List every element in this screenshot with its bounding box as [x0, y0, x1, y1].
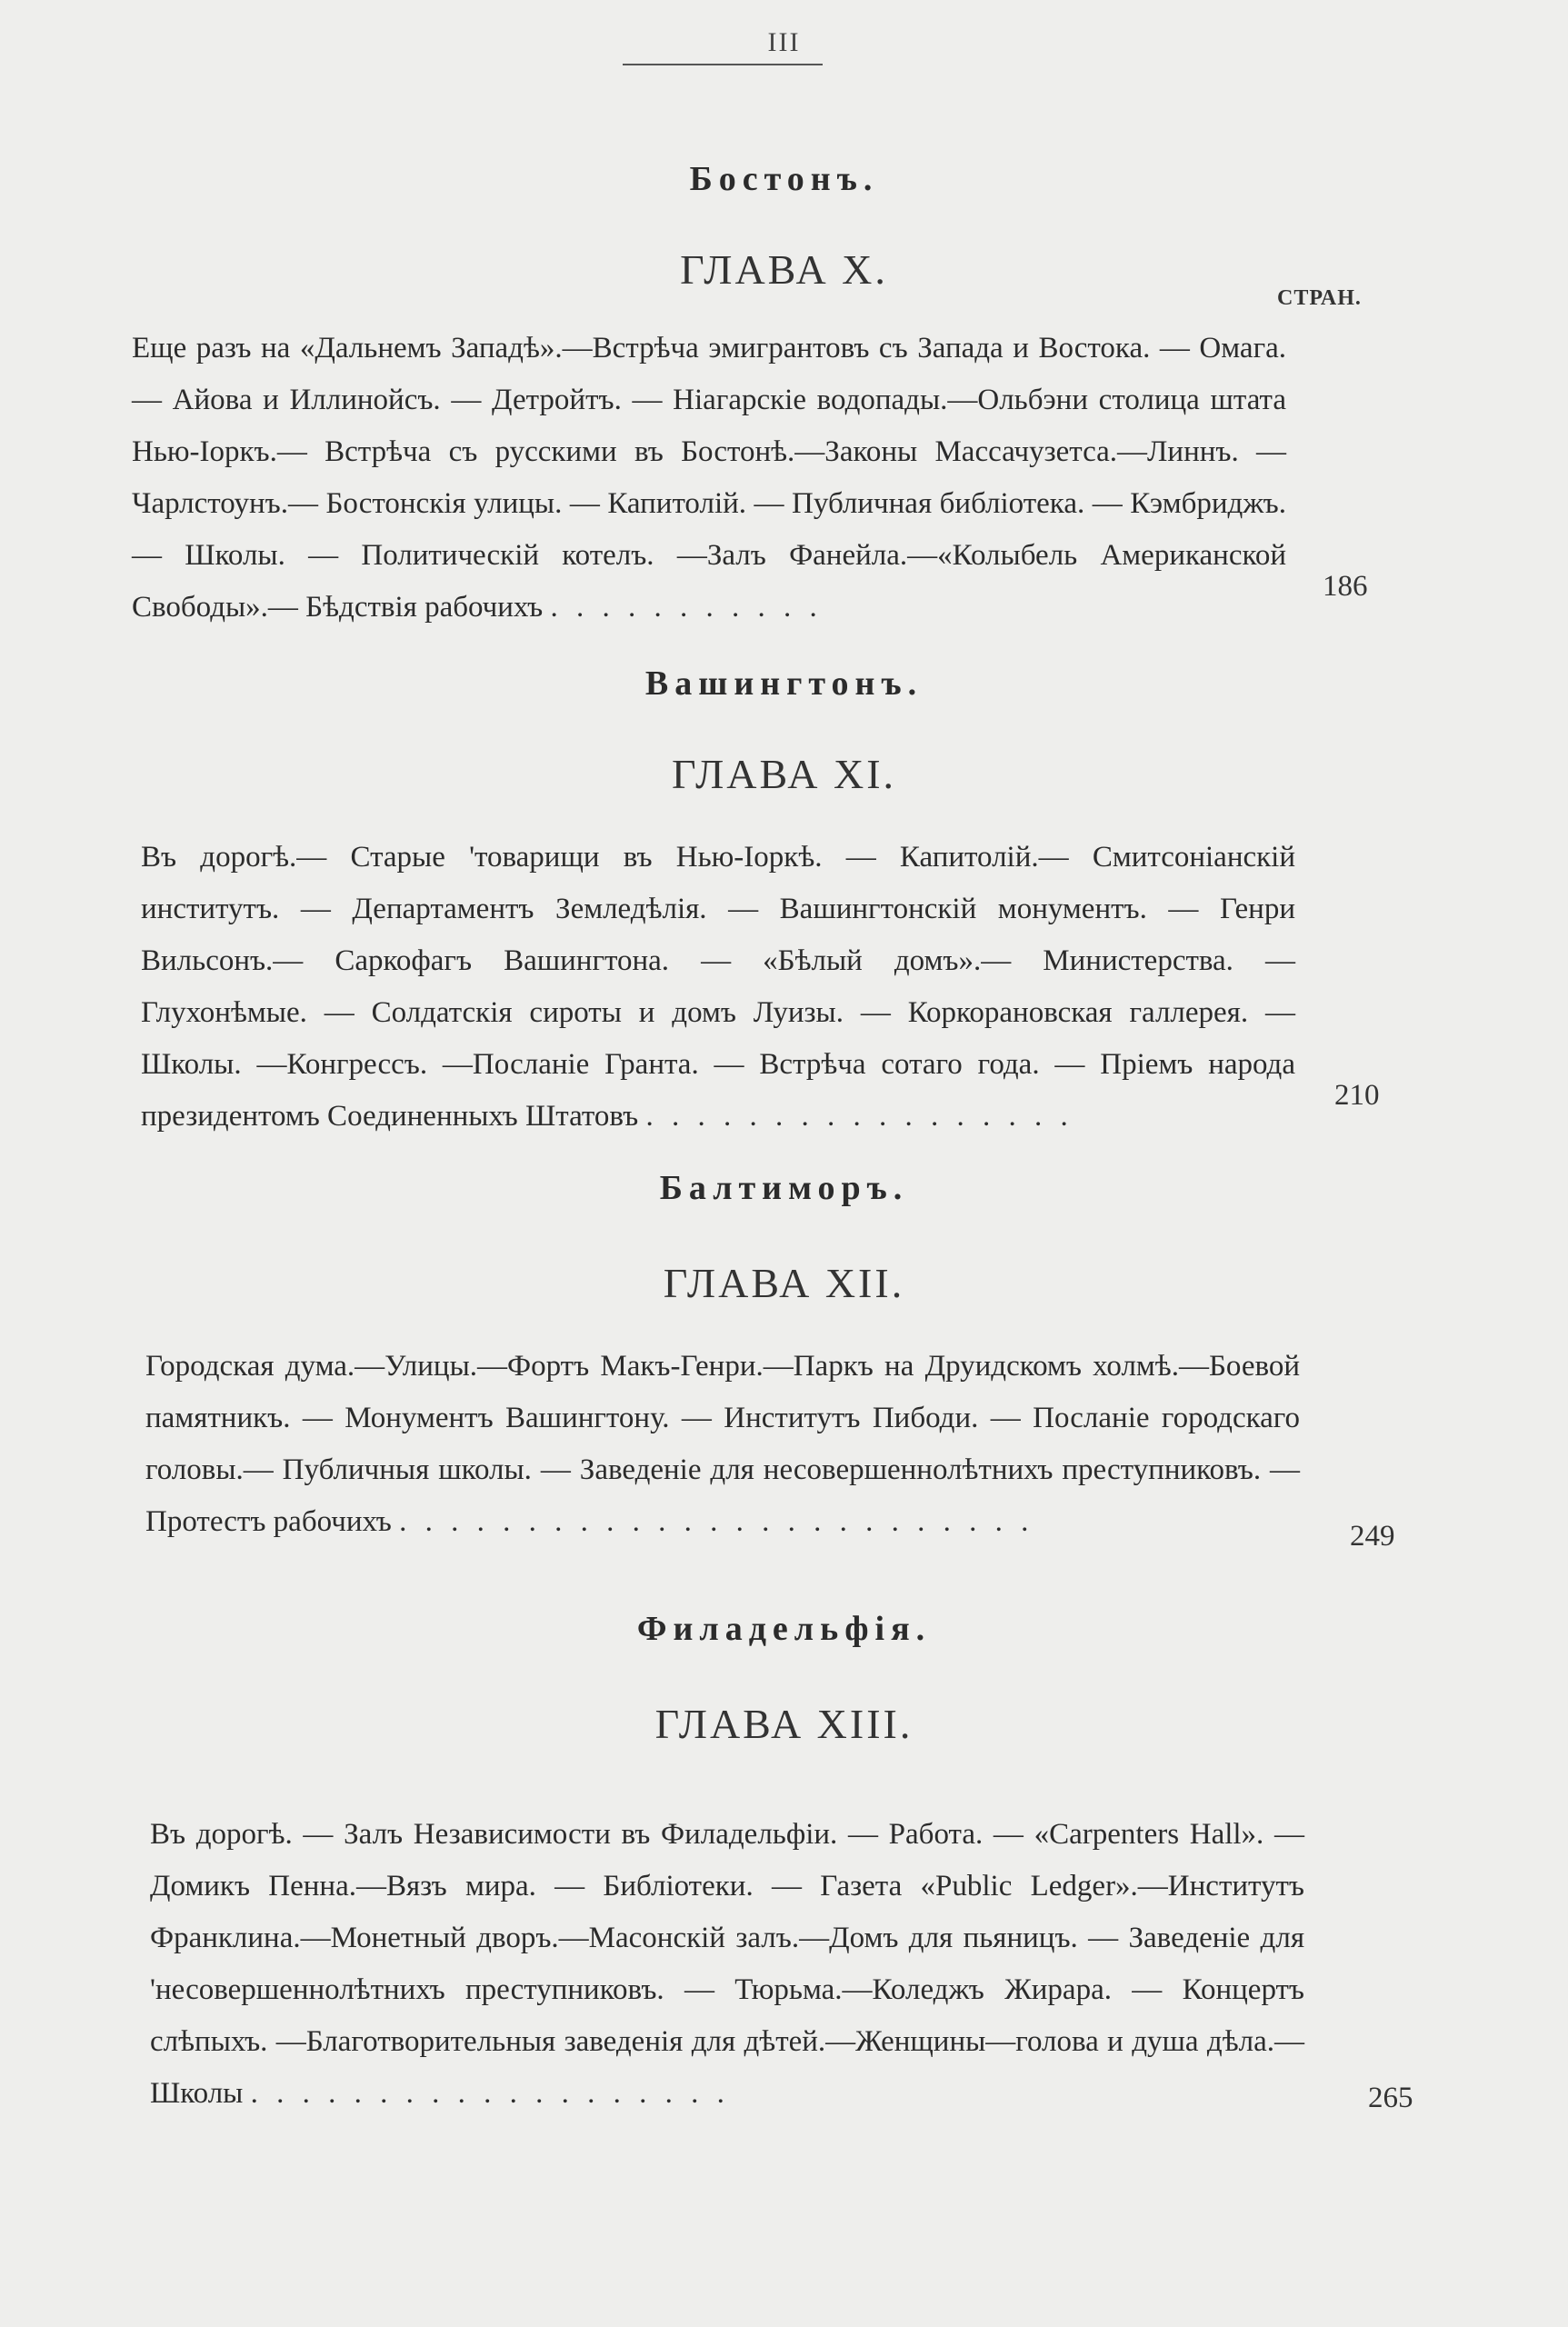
page-number: 186 [1323, 570, 1368, 603]
chapter-summary [145, 1341, 1300, 1548]
section-city-title: Вашингтонъ. [644, 664, 924, 703]
chapter-summary [141, 832, 1295, 1143]
summary-text: Въ дорогѣ.— Старые 'товарищи въ Нью-Іоркѣ. — Капитолій.— Смитсоніанскій институтъ. — Департаментъ Земледѣлія. — Вашингтонскій монументъ. — Генри Вильсонъ.— Саркофагъ Вашингтона. — «Бѣлый домъ».— Министерства. — Глухонѣмые. — Солдатскія сироты и домъ Луизы. — Коркорановская галлерея. — Школы. —Конгрессъ. —Посланіе Гранта. — Встрѣча сотаго года. — Пріемъ народа президентомъ Соединенныхъ Штатовъ [141, 841, 1295, 1133]
chapter-summary [150, 1809, 1304, 2120]
leader-dots: . . . . . . . . . . . . . . . . . . . . . . . . . [399, 1505, 1034, 1538]
leader-dots: . . . . . . . . . . . . . . . . . . . [250, 2077, 730, 2110]
section-city-title: Филадельфія. [636, 1610, 932, 1648]
page-number: 210 [1334, 1079, 1380, 1112]
page-number: 265 [1368, 2082, 1413, 2114]
summary-text: Еще разъ на «Дальнемъ Западѣ».—Встрѣча эмигрантовъ съ Запада и Востока. — Омага. — Айова и Иллинойсъ. — Детройтъ. — Ніагарскіе водопады.—Ольбэни столица штата Нью-Іоркъ.— Встрѣча съ русскими въ Бостонѣ.—Законы Массачузетса.—Линнъ. — Чарлстоунъ.— Бостонскія улицы. — Капитолій. — Публичная библіотека. — Кэмбриджъ. — Школы. — Политическій котелъ. —Залъ Фанейла.—«Колыбель Американской Свободы».— Бѣдствія рабочихъ [132, 332, 1286, 624]
page-column-header: СТРАН. [1277, 286, 1362, 310]
page-folio: III [767, 27, 801, 57]
leader-dots: . . . . . . . . . . . . . . . . . [645, 1100, 1074, 1133]
chapter-heading: ГЛАВА XI. [671, 751, 897, 797]
chapter-heading: ГЛАВА XII. [663, 1260, 905, 1306]
summary-text: Въ дорогѣ. — Залъ Независимости въ Филадельфіи. — Работа. — «Carpenters Hall». — Домикъ Пенна.—Вязъ мира. — Библіотеки. — Газета «Public Ledger».—Институтъ Франклина.—Монетный дворъ.—Масонскій залъ.—Домъ для пьяницъ. — Заведеніе для 'несовершеннолѣтнихъ преступниковъ. — Тюрьма.—Коледжъ Жирара. — Концертъ слѣпыхъ. —Благотворительныя заведенія для дѣтей.—Женщины—голова и душа дѣла.—Школы [150, 1818, 1304, 2110]
section-city-title: Бостонъ. [689, 160, 879, 198]
section-city-title: Балтиморъ. [659, 1169, 909, 1207]
leader-dots: . . . . . . . . . . . [550, 591, 823, 624]
summary-text: Городская дума.—Улицы.—Фортъ Макъ-Генри.—Паркъ на Друидскомъ холмѣ.—Боевой памятникъ. — Монументъ Вашингтону. — Институтъ Пибоди. — Посланіе городскаго головы.— Публичныя школы. — Заведеніе для несовершеннолѣтнихъ преступниковъ. —Протестъ рабочихъ [145, 1350, 1300, 1538]
chapter-heading: ГЛАВА XIII. [654, 1701, 914, 1747]
folio-rule [623, 64, 823, 65]
chapter-summary [132, 323, 1286, 634]
page-number: 249 [1350, 1520, 1395, 1553]
chapter-heading: ГЛАВА X. [680, 246, 888, 293]
